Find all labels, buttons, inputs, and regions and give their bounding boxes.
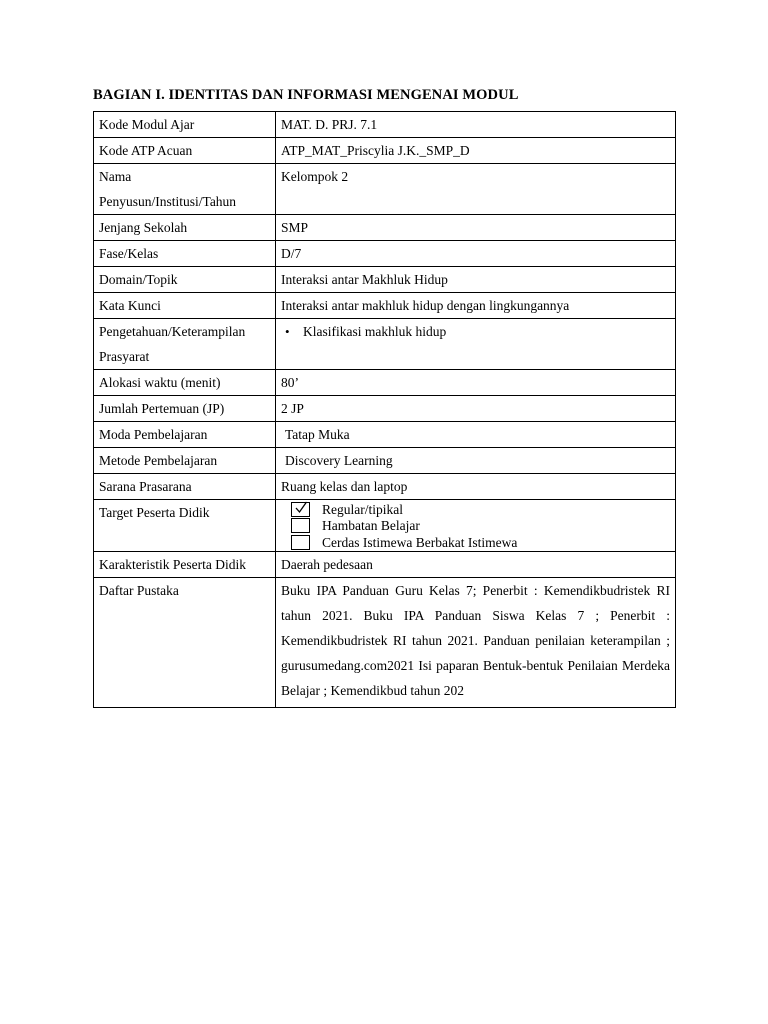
- table-row: [94, 164, 676, 215]
- table-row: [94, 500, 676, 552]
- table-row: [94, 267, 676, 293]
- row-value: 80’: [276, 370, 676, 396]
- row-label: Kode ATP Acuan: [94, 138, 276, 164]
- row-label: Karakteristik Peserta Didik: [94, 551, 276, 577]
- row-value: Kelompok 2: [276, 164, 676, 215]
- table-row: [94, 138, 676, 164]
- row-label: [94, 164, 276, 215]
- table-row: [94, 551, 676, 577]
- checkbox[interactable]: [291, 535, 310, 550]
- bullet-item: [281, 319, 670, 344]
- label-line: Prasyarat: [99, 349, 150, 364]
- option-label: Hambatan Belajar: [322, 518, 420, 534]
- row-label: Kata Kunci: [94, 293, 276, 319]
- table-row: [94, 293, 676, 319]
- row-label: Kode Modul Ajar: [94, 112, 276, 138]
- row-label: [94, 319, 276, 370]
- option-label: Cerdas Istimewa Berbakat Istimewa: [322, 534, 518, 550]
- option-cibi: [281, 534, 670, 551]
- checkmark-icon: [294, 501, 308, 515]
- module-identity-table: [93, 111, 676, 708]
- checkbox[interactable]: [291, 502, 310, 517]
- value-text: Discovery Learning: [285, 453, 393, 468]
- label-line: Pengetahuan/Keterampilan: [99, 324, 246, 339]
- row-label: Alokasi waktu (menit): [94, 370, 276, 396]
- bibliography-text: Buku IPA Panduan Guru Kelas 7; Penerbit : Kemendikbudristek RI tahun 2021. Buku IPA Panduan Siswa Kelas 7 ; Penerbit : Kemendikbudristek RI tahun 2021. Panduan penilaian keterampilan ; gurusumedang.com2021 Isi paparan Bentuk-bentuk Penilaian Merdeka Belajar ; Kemendikbud tahun 202: [276, 577, 676, 707]
- row-label: Target Peserta Didik: [94, 500, 276, 552]
- row-value: Daerah pedesaan: [276, 551, 676, 577]
- row-value: [276, 448, 676, 474]
- checkbox[interactable]: [291, 518, 310, 533]
- table-row: [94, 370, 676, 396]
- option-label: Regular/tipikal: [322, 501, 403, 517]
- bullet-text: Klasifikasi makhluk hidup: [303, 324, 447, 339]
- table-row: [94, 422, 676, 448]
- row-value: ATP_MAT_Priscylia J.K._SMP_D: [276, 138, 676, 164]
- row-value: Interaksi antar makhluk hidup dengan lingkungannya: [276, 293, 676, 319]
- row-value: MAT. D. PRJ. 7.1: [276, 112, 676, 138]
- row-label: Jumlah Pertemuan (JP): [94, 396, 276, 422]
- table-row: [94, 215, 676, 241]
- table-row: [94, 448, 676, 474]
- value-text: Tatap Muka: [285, 427, 350, 442]
- table-row: [94, 112, 676, 138]
- row-label: Sarana Prasarana: [94, 474, 276, 500]
- row-label: Jenjang Sekolah: [94, 215, 276, 241]
- bullet-icon: •: [285, 324, 290, 339]
- table-row: [94, 319, 676, 370]
- section-heading: BAGIAN I. IDENTITAS DAN INFORMASI MENGENAI MODUL: [93, 87, 519, 103]
- row-value: Ruang kelas dan laptop: [276, 474, 676, 500]
- row-label: Daftar Pustaka: [94, 577, 276, 707]
- target-options: [276, 500, 676, 552]
- label-line: Nama: [99, 169, 132, 184]
- row-value: SMP: [276, 215, 676, 241]
- row-label: Moda Pembelajaran: [94, 422, 276, 448]
- table-row: [94, 241, 676, 267]
- row-value: 2 JP: [276, 396, 676, 422]
- row-value: [276, 319, 676, 370]
- row-label: Metode Pembelajaran: [94, 448, 276, 474]
- row-value: [276, 422, 676, 448]
- table-row: [94, 577, 676, 707]
- label-line: Penyusun/Institusi/Tahun: [99, 194, 237, 209]
- row-value: Interaksi antar Makhluk Hidup: [276, 267, 676, 293]
- table-row: [94, 396, 676, 422]
- table-row: [94, 474, 676, 500]
- row-value: D/7: [276, 241, 676, 267]
- row-label: Domain/Topik: [94, 267, 276, 293]
- row-label: Fase/Kelas: [94, 241, 276, 267]
